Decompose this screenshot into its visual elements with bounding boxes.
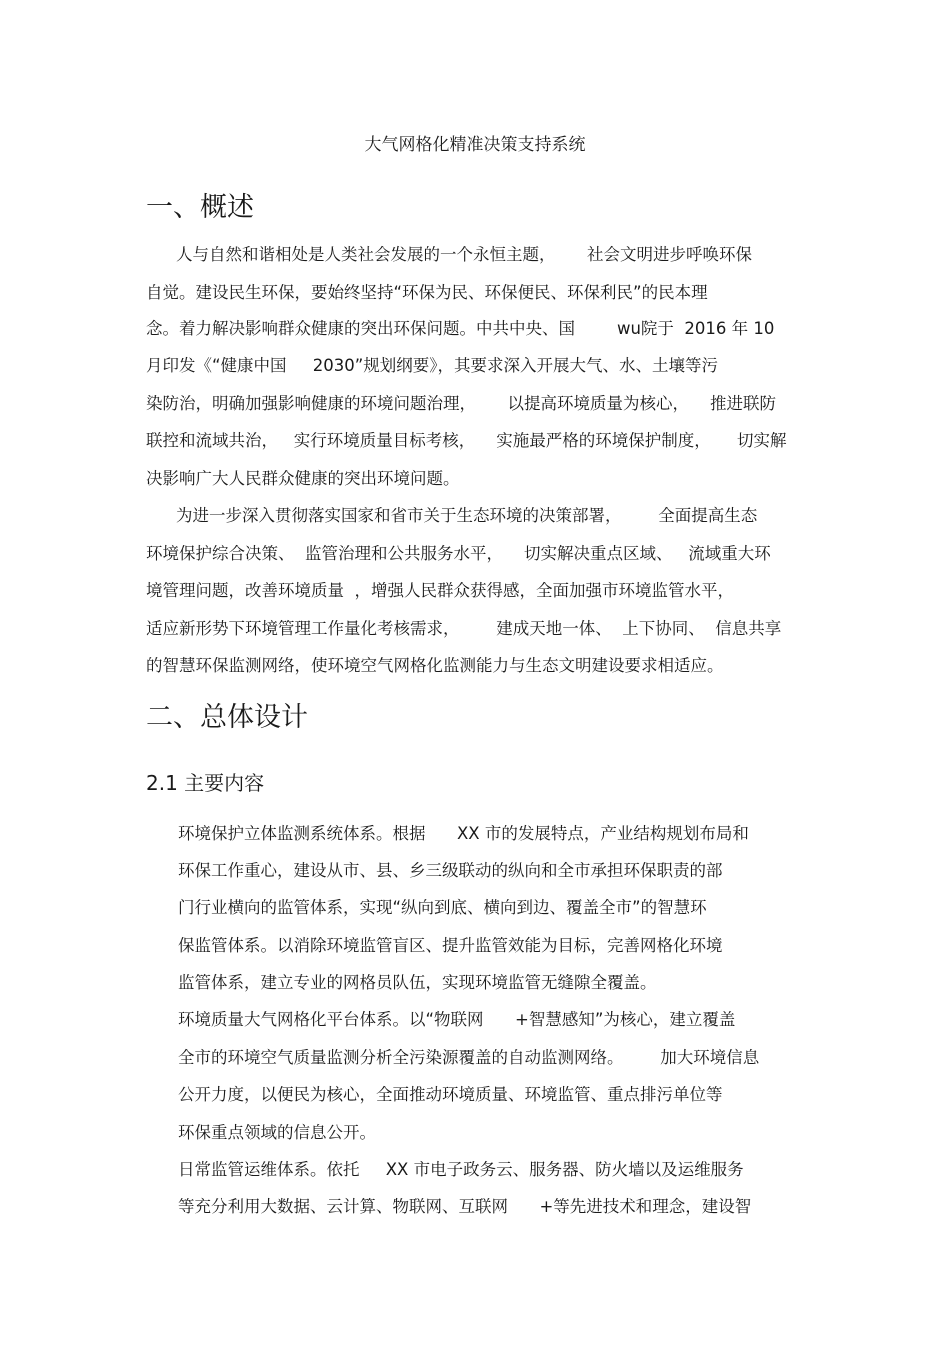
paragraph-line: 日常监管运维体系。依托 XX 市电子政务云、服务器、防火墙以及运维服务: [178, 1160, 744, 1179]
paragraph-line: 决影响广大人民群众健康的突出环境问题。: [146, 469, 460, 488]
paragraph-line: 等充分利用大数据、云计算、物联网、互联网 +等先进技术和理念，建设智: [178, 1197, 752, 1216]
subsection-heading: 2.1 主要内容: [146, 771, 265, 795]
paragraph-line: 为进一步深入贯彻落实国家和省市关于生态环境的决策部署， 全面提高生态: [176, 506, 758, 525]
paragraph-line: 人与自然和谐相处是人类社会发展的一个永恒主题， 社会文明进步呼唤环保: [176, 245, 752, 264]
paragraph-line: 的智慧环保监测网络，使环境空气网格化监测能力与生态文明建设要求相适应。: [146, 656, 724, 675]
paragraph-line: 环境保护立体监测系统体系。根据 XX 市的发展特点，产业结构规划布局和: [178, 824, 749, 843]
paragraph-line: 环保工作重心，建设从市、县、乡三级联动的纵向和全市承担环保职责的部: [178, 861, 723, 880]
document-title: 大气网格化精准决策支持系统: [364, 135, 586, 155]
paragraph-line: 环境质量大气网格化平台体系。以“物联网 +智慧感知”为核心，建立覆盖: [178, 1010, 736, 1029]
paragraph-line: 染防治，明确加强影响健康的环境问题治理， 以提高环境质量为核心， 推进联防: [146, 394, 776, 413]
paragraph-line: 保监管体系。以消除环境监管盲区、提升监管效能为目标，完善网格化环境: [178, 936, 723, 955]
paragraph-line: 监管体系，建立专业的网格员队伍，实现环境监管无缝隙全覆盖。: [178, 973, 657, 992]
paragraph-line: 联控和流域共治， 实行环境质量目标考核， 实施最严格的环境保护制度， 切实解: [146, 431, 787, 450]
paragraph-line: 境管理问题，改善环境质量 ，增强人民群众获得感，全面加强市环境监管水平，: [146, 581, 734, 600]
section-heading-overview: 一、概述: [146, 192, 254, 223]
paragraph-line: 环境保护综合决策、 监管治理和公共服务水平， 切实解决重点区域、 流域重大环: [146, 544, 771, 563]
paragraph-line: 适应新形势下环境管理工作量化考核需求， 建成天地一体、 上下协同、 信息共享: [146, 619, 782, 638]
paragraph-line: 环保重点领域的信息公开。: [178, 1123, 376, 1142]
paragraph-line: 月印发《“健康中国 2030”规划纲要》，其要求深入开展大气、水、土壤等污: [146, 356, 719, 375]
paragraph-line: 门行业横向的监管体系，实现“纵向到底、横向到边、覆盖全市”的智慧环: [178, 898, 707, 917]
paragraph-line: 公开力度，以便民为核心，全面推动环境质量、环境监管、重点排污单位等: [178, 1085, 723, 1104]
paragraph-line: 念。着力解决影响群众健康的突出环保问题。中共中央、国 wu院于 2016 年 10: [146, 319, 775, 338]
section-heading-design: 二、总体设计: [146, 702, 308, 733]
paragraph-line: 自觉。建设民生环保，要始终坚持“环保为民、环保便民、环保利民”的民本理: [146, 283, 708, 302]
paragraph-line: 全市的环境空气质量监测分析全污染源覆盖的自动监测网络。 加大环境信息: [178, 1048, 760, 1067]
